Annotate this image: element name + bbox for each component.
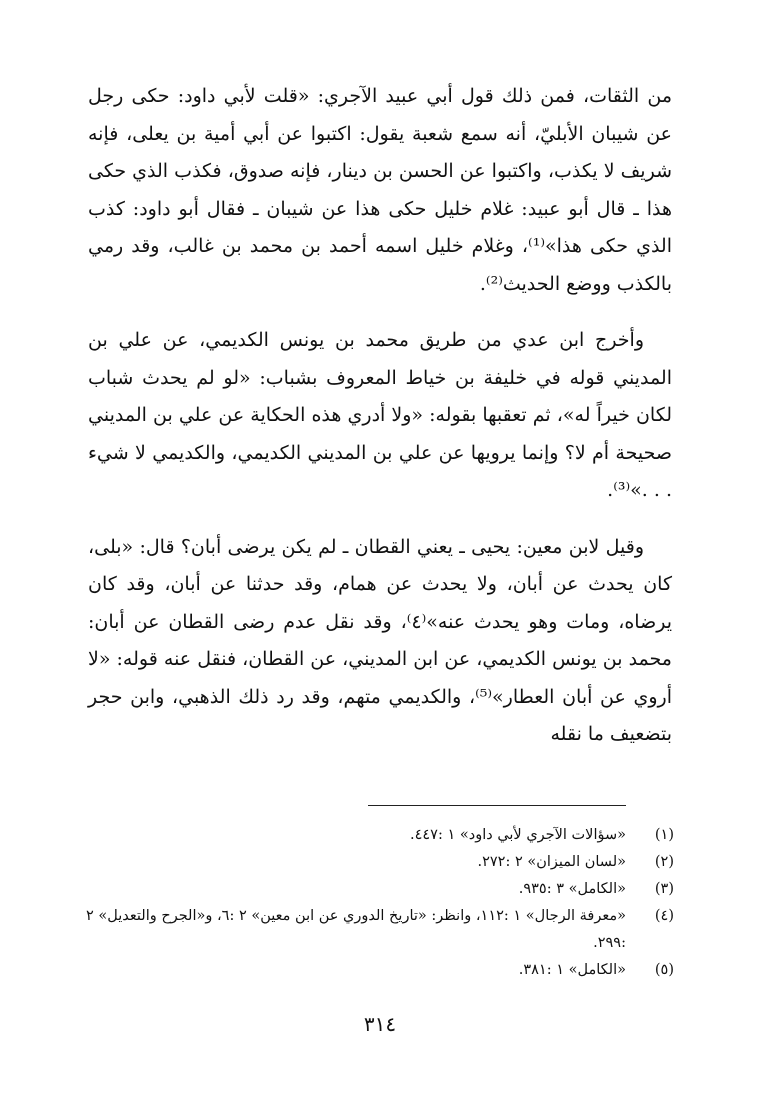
footnote-4 bbox=[86, 903, 674, 957]
footnote-text: «لسان الميزان» ٢ :٢٧٢. bbox=[477, 854, 626, 870]
footnote-divider bbox=[368, 805, 626, 806]
paragraph-3: وقيل لابن معين: يحيى ـ يعني القطان ـ لم يكن يرضى أبان؟ قال: «بلى، كان يحدث عن أبان، ولا يحدث عن همام، وقد حدثنا عن أبان، وقد كان يرضاه، ومات وهو يحدث عنه»⁽٤⁾، وقد نقل عدم رضى القطان عن أبان: محمد بن يونس الكديمي، عن ابن المديني، عن القطان، فنقل عنه قوله: «لا أروي عن أبان العطار»⁽⁵⁾، والكديمي متهم، وقد رد ذلك الذهبي، وابن حجر بتضعيف ما نقله bbox=[88, 535, 672, 745]
footnote-number: (٥) bbox=[654, 962, 674, 978]
paragraph-1: من الثقات، فمن ذلك قول أبي عبيد الآجري: «قلت لأبي داود: حكى رجل عن شيبان الأبليّ، أنه سمع شعبة يقول: اكتبوا عن أبي أمية بن يعلى، فإنه شريف لا يكذب، واكتبوا عن الحسن بن دينار، فإنه صدوق، فكذب الذي حكى هذا ـ قال أبو عبيد: غلام خليل حكى هذا عن شيبان ـ فقال أبو داود: كذب الذي حكى هذا»⁽¹⁾، وغلام خليل اسمه أحمد بن محمد بن غالب، وقد رمي بالكذب ووضع الحديث⁽²⁾. bbox=[88, 85, 672, 295]
footnotes bbox=[86, 822, 674, 984]
footnote-5 bbox=[86, 957, 674, 984]
footnote-1 bbox=[86, 822, 674, 849]
footnote-number: (٢) bbox=[654, 854, 674, 870]
footnote-text: «سؤالات الآجري لأبي داود» ١ :٤٤٧. bbox=[410, 827, 626, 843]
main-text bbox=[88, 78, 672, 754]
footnote-2 bbox=[86, 849, 674, 876]
footnote-number: (١) bbox=[654, 827, 674, 843]
footnote-text: «معرفة الرجال» ١ :١١٢، وانظر: «تاريخ الدوري عن ابن معين» ٢ :٦، و«الجرح والتعديل» ٢ :٢٩٩. bbox=[86, 908, 626, 951]
footnote-text: «الكامل» ١ :٣٨١. bbox=[518, 962, 626, 978]
footnote-number: (٤) bbox=[654, 908, 674, 924]
paragraph-2: وأخرج ابن عدي من طريق محمد بن يونس الكديمي، عن علي بن المديني قوله في خليفة بن خياط المعروف بشباب: «لو لم يحدث شباب لكان خيراً له»، ثم تعقبها بقوله: «ولا أدري هذه الحكاية عن علي بن المديني صحيحة أم لا؟ وإنما يرويها عن علي بن المديني الكديمي، والكديمي لا شيء . . .»⁽³⁾. bbox=[88, 329, 672, 501]
footnote-3 bbox=[86, 876, 674, 903]
page-number: ٣١٤ bbox=[363, 1012, 397, 1036]
footnote-text: «الكامل» ٣ :٩٣٥. bbox=[518, 881, 626, 897]
footnote-number: (٣) bbox=[654, 881, 674, 897]
